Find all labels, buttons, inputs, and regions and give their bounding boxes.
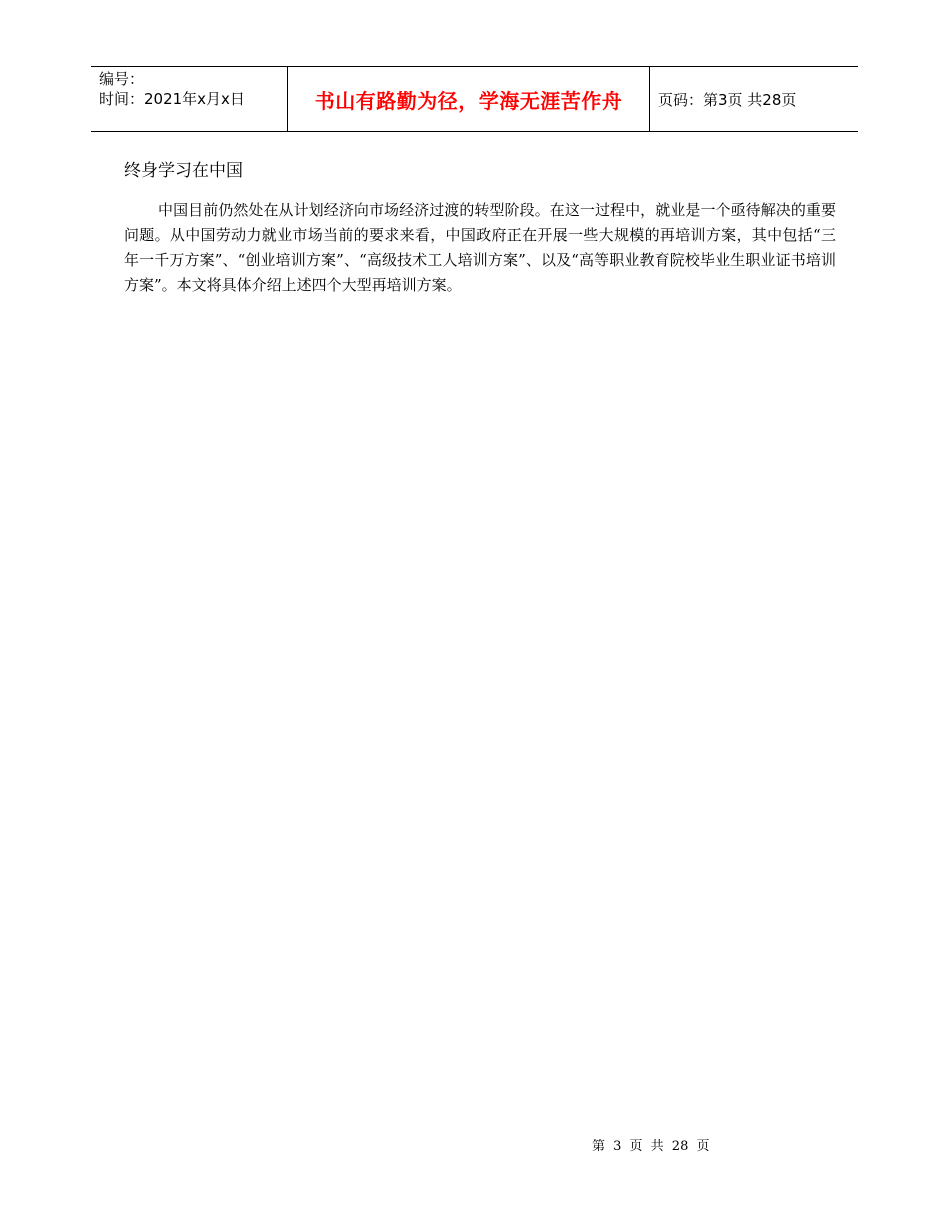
header-page-info: 页码：第3页 共28页 (658, 90, 797, 109)
header-meta (91, 67, 287, 131)
number-label: 编号： (99, 70, 145, 88)
time-label: 时间：2021年x月x日 (99, 90, 245, 108)
document-title: 终身学习在中国 (124, 161, 243, 181)
page-header (91, 66, 858, 132)
body-paragraph: 中国目前仍然处在从计划经济向市场经济过渡的转型阶段。在这一过程中，就业是一个亟待解决的重要问题。从中国劳动力就业市场当前的要求来看，中国政府正在开展一些大规模的再培训方案，其中包括“三年一千万方案”、“创业培训方案”、“高级技术工人培训方案”、以及“高等职业教育院校毕业生职业证书培训方案”。本文将具体介绍上述四个大型再培训方案。 (124, 201, 836, 294)
footer-page-number: 第 3 页 共 28 页 (592, 1139, 710, 1154)
header-motto: 书山有路勤为径，学海无涯苦作舟 (287, 67, 650, 131)
